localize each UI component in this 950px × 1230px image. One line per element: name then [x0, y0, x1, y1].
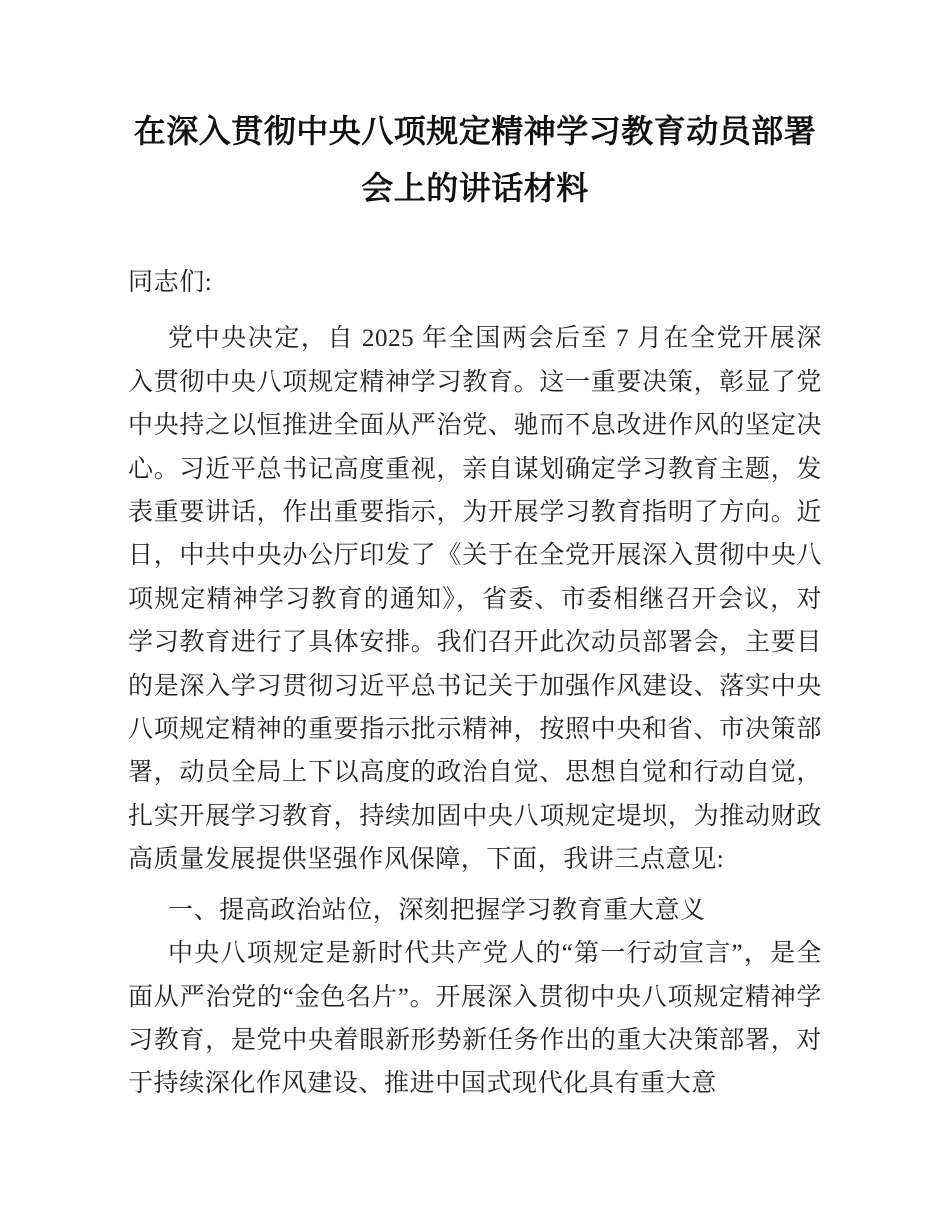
section-heading-1: 一、提高政治站位，深刻把握学习教育重大意义	[168, 896, 706, 924]
paragraph-section-1: 中央八项规定是新时代共产党人的“第一行动宣言”，是全面从严治党的“金色名片”。开展深入贯彻中央八项规定精神学习教育，是党中央着眼新形势新任务作出的重大决策部署，对于持续深化作风建设、推进中国式现代化具有重大意	[128, 940, 822, 1098]
paragraph-intro: 党中央决定，自 2025 年全国两会后至 7 月在全党开展深入贯彻中央八项规定精神学习教育。这一重要决策，彰显了党中央持之以恒推进全面从严治党、驰而不息改进作风的坚定决心。习近平总书记高度重视，亲自谋划确定学习教育主题，发表重要讲话，作出重要指示，为开展学习教育指明了方向。近日，中共中央办公厅印发了《关于在全党开展深入贯彻中央八项规定精神学习教育的通知》，省委、市委相继召开会议，对学习教育进行了具体安排。我们召开此次动员部署会，主要目的是深入学习贯彻习近平总书记关于加强作风建设、落实中央八项规定精神的重要指示批示精神，按照中央和省、市决策部署，动员全局上下以高度的政治自觉、思想自觉和行动自觉，扎实开展学习教育，持续加固中央八项规定堤坝，为推动财政高质量发展提供坚强作风保障，下面，我讲三点意见:	[128, 325, 822, 874]
salutation: 同志们:	[128, 269, 213, 296]
document-title: 在深入贯彻中央八项规定精神学习教育动员部署会上的讲话材料	[133, 113, 817, 206]
document-body	[128, 261, 822, 1106]
